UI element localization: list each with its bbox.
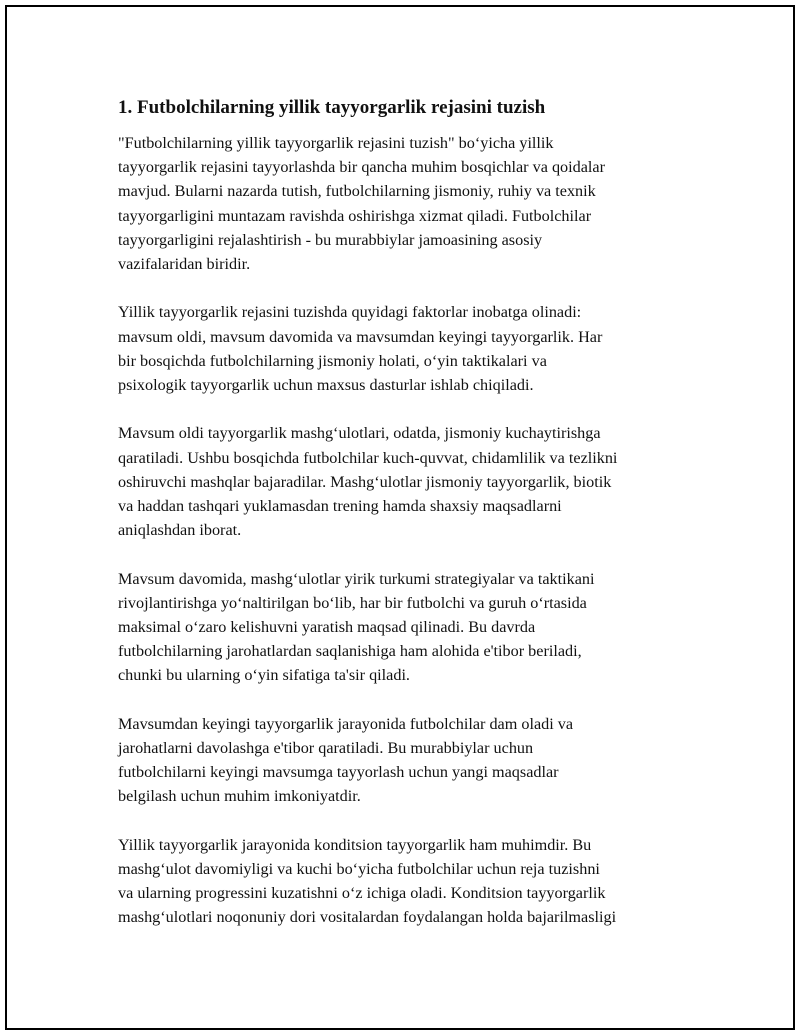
text-line: mavjud. Bularni nazarda tutish, futbolchilarning jismoniy, ruhiy va texnik xyxy=(118,182,596,201)
text-line: chunki bu ularning o‘yin sifatiga ta'sir qiladi. xyxy=(118,666,410,685)
text-line: mashg‘ulot davomiyligi va kuchi bo‘yicha futbolchilar uchun reja tuzishni xyxy=(118,860,600,879)
text-line: va ularning progressini kuzatishni o‘z ichiga oladi. Konditsion tayyorgarlik xyxy=(118,884,606,903)
text-line: Mavsum davomida, mashg‘ulotlar yirik turkumi strategiyalar va taktikani xyxy=(118,569,595,588)
text-line: qaratiladi. Ushbu bosqichda futbolchilar kuch-quvvat, chidamlilik va tezlikni xyxy=(118,448,618,467)
paragraph-post-season xyxy=(118,712,688,809)
text-line: bir bosqichda futbolchilarning jismoniy holati, o‘yin taktikalari va xyxy=(118,351,547,370)
text-line: futbolchilarning jarohatlardan saqlanishiga ham alohida e'tibor beriladi, xyxy=(118,642,582,661)
text-line: futbolchilarni keyingi mavsumga tayyorlash uchun yangi maqsadlar xyxy=(118,763,559,782)
text-line: va haddan tashqari yuklamasdan trening hamda shaxsiy maqsadlarni xyxy=(118,497,562,516)
text-line: mavsum oldi, mavsum davomida va mavsumdan keyingi tayyorgarlik. Har xyxy=(118,327,603,346)
text-line: oshiruvchi mashqlar bajaradilar. Mashg‘ulotlar jismoniy tayyorgarlik, biotik xyxy=(118,472,612,491)
text-line: aniqlashdan iborat. xyxy=(118,521,242,540)
text-line: Yillik tayyorgarlik jarayonida konditsion tayyorgarlik ham muhimdir. Bu xyxy=(118,835,592,854)
text-line: mashg‘ulotlari noqonuniy dori vositalardan foydalangan holda bajarilmasligi xyxy=(118,908,617,927)
text-line: Yillik tayyorgarlik rejasini tuzishda quyidagi faktorlar inobatga olinadi: xyxy=(118,303,582,322)
document-page xyxy=(5,5,795,1030)
text-line: maksimal o‘zaro kelishuvni yaratish maqsad qilinadi. Bu davrda xyxy=(118,618,536,637)
text-line: jarohatlarni davolashga e'tibor qaratiladi. Bu murabbiylar uchun xyxy=(118,739,534,758)
paragraph-intro xyxy=(118,131,688,276)
text-line: Mavsumdan keyingi tayyorgarlik jarayonida futbolchilar dam oladi va xyxy=(118,714,574,733)
text-line: psixologik tayyorgarlik uchun maxsus dasturlar ishlab chiqiladi. xyxy=(118,376,534,395)
text-line: tayyorgarlik rejasini tayyorlashda bir qancha muhim bosqichlar va qoidalar xyxy=(118,158,605,177)
paragraph-in-season xyxy=(118,567,688,688)
text-line: belgilash uchun muhim imkoniyatdir. xyxy=(118,787,361,806)
text-line: Mavsum oldi tayyorgarlik mashg‘ulotlari, odatda, jismoniy kuchaytirishga xyxy=(118,424,601,443)
section-title: 1. Futbolchilarning yillik tayyorgarlik rejasini tuzish xyxy=(118,97,546,118)
paragraph-preseason xyxy=(118,421,688,542)
text-line: tayyorgarligini rejalashtirish - bu murabbiylar jamoasining asosiy xyxy=(118,230,543,249)
text-line: vazifalaridan biridir. xyxy=(118,255,251,274)
paragraph-factors xyxy=(118,300,688,397)
text-line: tayyorgarligini muntazam ravishda oshirishga xizmat qiladi. Futbolchilar xyxy=(118,206,592,225)
text-line: "Futbolchilarning yillik tayyorgarlik rejasini tuzish" bo‘yicha yillik xyxy=(118,134,554,152)
text-line: rivojlantirishga yo‘naltirilgan bo‘lib, har bir futbolchi va guruh o‘rtasida xyxy=(118,593,587,612)
paragraph-conditioning xyxy=(118,833,688,930)
document-body xyxy=(118,96,688,954)
